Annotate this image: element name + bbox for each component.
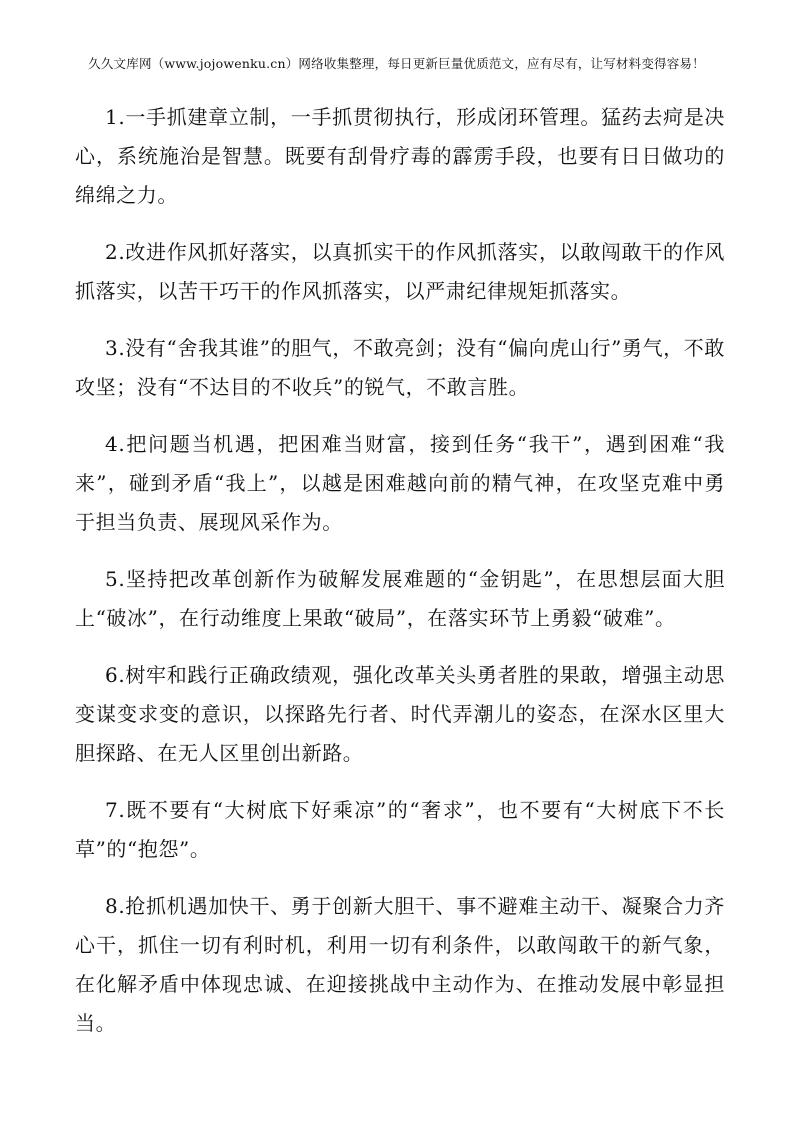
paragraph-6: 6.树牢和践行正确政绩观，强化改革关头勇者胜的果敢，增强主动思变谋变求变的意识，以探路先行者、时代弄潮儿的姿态，在深水区里大胆探路、在无人区里创出新路。 bbox=[75, 663, 725, 765]
paragraph-4: 4.把问题当机遇，把困难当财富，接到任务“我干”，遇到困难“我来”，碰到矛盾“我上”，以越是困难越向前的精气神，在攻坚克难中勇于担当负责、展现风采作为。 bbox=[75, 432, 725, 534]
paragraph-1: 1.一手抓建章立制，一手抓贯彻执行，形成闭环管理。猛药去疴是决心，系统施治是智慧。既要有刮骨疗毒的霹雳手段，也要有日日做功的绵绵之力。 bbox=[75, 105, 725, 207]
page-header: 久久文库网（www.jojowenku.cn）网络收集整理，每日更新巨量优质范文，应有尽有，让写材料变得容易！ bbox=[88, 56, 705, 71]
paragraph-3: 3.没有“舍我其谁”的胆气，不敢亮剑；没有“偏向虎山行”勇气，不敢攻坚；没有“不达目的不收兵”的锐气，不敢言胜。 bbox=[75, 336, 725, 399]
paragraph-8: 8.抢抓机遇加快干、勇于创新大胆干、事不避难主动干、凝聚合力齐心干，抓住一切有利时机，利用一切有利条件，以敢闯敢干的新气象，在化解矛盾中体现忠诚、在迎接挑战中主动作为、在推动发展中彰显担当。 bbox=[75, 894, 725, 1035]
paragraph-7: 7.既不要有“大树底下好乘凉”的“奢求”，也不要有“大树底下不长草”的“抱怨”。 bbox=[75, 798, 725, 861]
paragraph-5: 5.坚持把改革创新作为破解发展难题的“金钥匙”，在思想层面大胆上“破冰”，在行动维度上果敢“破局”，在落实环节上勇毅“破难”。 bbox=[75, 567, 725, 630]
paragraph-2: 2.改进作风抓好落实，以真抓实干的作风抓落实，以敢闯敢干的作风抓落实，以苦干巧干的作风抓落实，以严肃纪律规矩抓落实。 bbox=[75, 240, 725, 303]
document-body bbox=[75, 98, 725, 1061]
